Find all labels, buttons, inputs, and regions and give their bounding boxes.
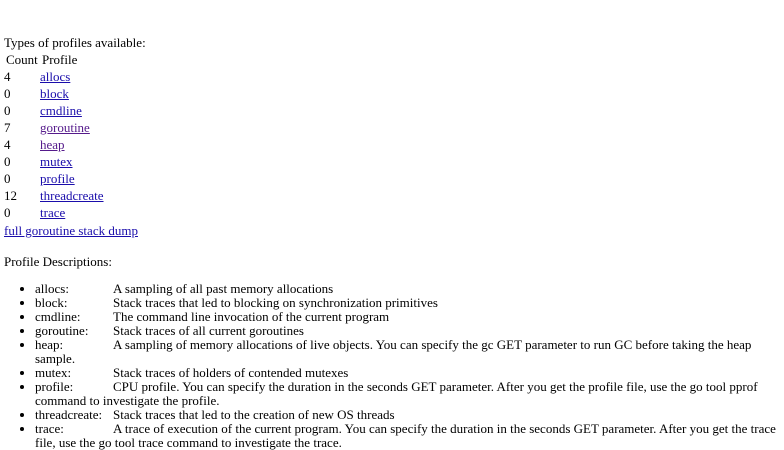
description-name: heap: — [35, 337, 64, 352]
table-row — [4, 153, 104, 170]
list-item — [35, 380, 784, 408]
profile-link-profile[interactable]: profile — [40, 171, 75, 186]
description-name: profile: — [35, 379, 74, 394]
list-item — [35, 324, 784, 338]
profile-count: 0 — [4, 171, 11, 186]
count-column-header: Count — [6, 52, 38, 67]
table-row — [4, 170, 104, 187]
list-item — [35, 338, 784, 366]
profile-link-block[interactable]: block — [40, 86, 69, 101]
table-row — [4, 102, 104, 119]
profile-count: 0 — [4, 103, 11, 118]
descriptions-list — [4, 282, 784, 450]
full-goroutine-dump-link[interactable]: full goroutine stack dump — [4, 223, 138, 238]
profile-link-threadcreate[interactable]: threadcreate — [40, 188, 104, 203]
profile-count: 4 — [4, 137, 11, 152]
description-text: Stack traces that led to blocking on synchronization primitives — [113, 295, 438, 310]
profile-count: 0 — [4, 205, 11, 220]
description-text: A sampling of all past memory allocations — [113, 281, 334, 296]
list-item — [35, 366, 784, 380]
description-name: threadcreate: — [35, 407, 103, 422]
profile-count: 0 — [4, 154, 11, 169]
intro-text: Types of profiles available: — [4, 35, 146, 50]
profile-link-heap[interactable]: heap — [40, 137, 65, 152]
profile-link-allocs[interactable]: allocs — [40, 69, 71, 84]
description-name: cmdline: — [35, 309, 81, 324]
profile-count: 12 — [4, 188, 17, 203]
description-name: goroutine: — [35, 323, 89, 338]
description-text: A sampling of memory allocations of live objects. You can specify the gc GET parameter to run GC before taking the heap sample. — [35, 337, 752, 366]
list-item — [35, 310, 784, 324]
list-item — [35, 422, 784, 450]
table-row — [4, 119, 104, 136]
profile-column-header: Profile — [42, 52, 78, 67]
profile-link-goroutine[interactable]: goroutine — [40, 120, 90, 135]
description-name: allocs: — [35, 281, 69, 296]
list-item — [35, 296, 784, 310]
description-name: mutex: — [35, 365, 72, 380]
description-text: Stack traces of holders of contended mutexes — [113, 365, 349, 380]
description-name: block: — [35, 295, 68, 310]
profile-link-cmdline[interactable]: cmdline — [40, 103, 82, 118]
table-row — [4, 136, 104, 153]
table-row — [4, 85, 104, 102]
profile-link-mutex[interactable]: mutex — [40, 154, 73, 169]
list-item — [35, 408, 784, 422]
profile-count: 4 — [4, 69, 11, 84]
table-row — [4, 204, 104, 221]
profile-count: 7 — [4, 120, 11, 135]
description-text: The command line invocation of the current program — [113, 309, 390, 324]
table-row — [4, 187, 104, 204]
table-header-row — [4, 51, 104, 68]
description-text: CPU profile. You can specify the duration in the seconds GET parameter. After you get the profile file, use the go tool pprof command to investigate the profile. — [35, 379, 758, 408]
description-text: A trace of execution of the current program. You can specify the duration in the seconds GET parameter. After you get the trace file, use the go tool trace command to investigate the trace. — [35, 421, 776, 450]
table-row — [4, 68, 104, 85]
description-text: Stack traces that led to the creation of new OS threads — [113, 407, 395, 422]
description-name: trace: — [35, 421, 64, 436]
profile-count: 0 — [4, 86, 11, 101]
description-text: Stack traces of all current goroutines — [113, 323, 304, 338]
list-item — [35, 282, 784, 296]
profile-link-trace[interactable]: trace — [40, 205, 66, 220]
descriptions-title: Profile Descriptions: — [4, 254, 112, 269]
profiles-table — [4, 51, 104, 221]
